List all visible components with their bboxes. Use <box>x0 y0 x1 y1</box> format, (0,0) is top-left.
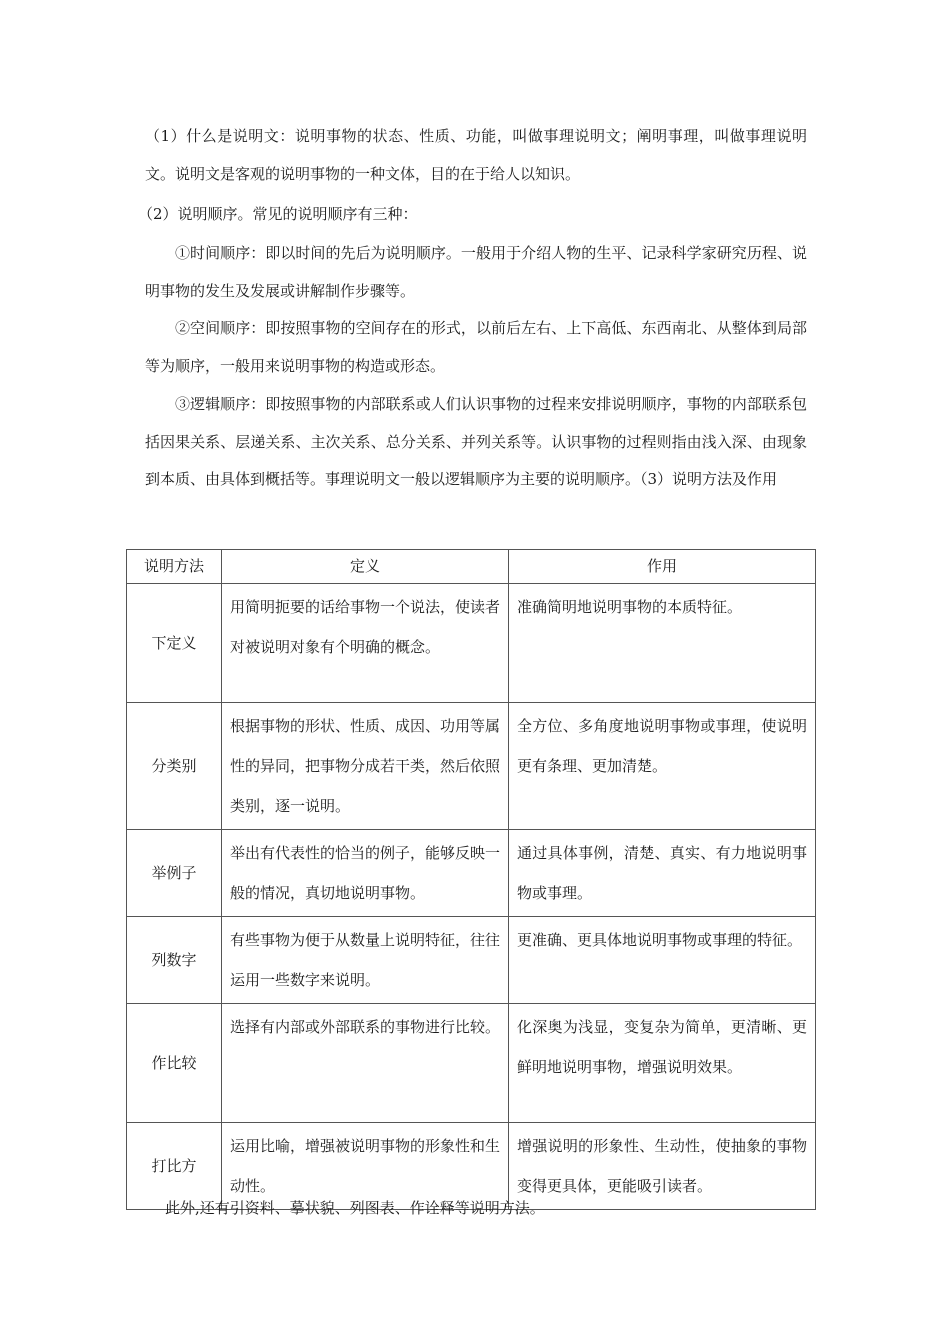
method-effect: 更准确、更具体地说明事物或事理的特征。 <box>509 917 816 1004</box>
method-name: 下定义 <box>127 584 222 703</box>
table-row <box>127 1004 816 1123</box>
method-effect: 准确简明地说明事物的本质特征。 <box>509 584 816 703</box>
header-definition: 定义 <box>222 550 509 584</box>
paragraph-space-order: ②空间顺序：即按照事物的空间存在的形式，以前后左右、上下高低、东西南北、从整体到局部等为顺序，一般用来说明事物的构造或形态。 <box>145 319 807 375</box>
method-definition: 有些事物为便于从数量上说明特征，往往运用一些数字来说明。 <box>222 917 509 1004</box>
paragraph-other-methods: 此外,还有引资料、摹状貌、列图表、作诠释等说明方法。 <box>165 1199 545 1217</box>
method-name: 打比方 <box>127 1123 222 1210</box>
header-method: 说明方法 <box>127 550 222 584</box>
method-name: 举例子 <box>127 830 222 917</box>
method-definition: 选择有内部或外部联系的事物进行比较。 <box>222 1004 509 1123</box>
paragraph-definition: （1）什么是说明文：说明事物的状态、性质、功能，叫做事理说明文；阐明事理，叫做事理说明文。说明文是客观的说明事物的一种文体，目的在于给人以知识。 <box>145 127 807 183</box>
table-row <box>127 703 816 830</box>
method-name: 分类别 <box>127 703 222 830</box>
paragraph-order-intro: （2）说明顺序。常见的说明顺序有三种： <box>138 205 418 223</box>
methods-table <box>126 549 816 1210</box>
paragraph-time-order: ①时间顺序：即以时间的先后为说明顺序。一般用于介绍人物的生平、记录科学家研究历程、说明事物的发生及发展或讲解制作步骤等。 <box>145 244 807 300</box>
method-definition: 举出有代表性的恰当的例子，能够反映一般的情况，真切地说明事物。 <box>222 830 509 917</box>
method-effect: 增强说明的形象性、生动性，使抽象的事物变得更具体，更能吸引读者。 <box>509 1123 816 1210</box>
table-header-row <box>127 550 816 584</box>
table-row <box>127 830 816 917</box>
header-effect: 作用 <box>509 550 816 584</box>
method-definition: 用简明扼要的话给事物一个说法，使读者对被说明对象有个明确的概念。 <box>222 584 509 703</box>
method-name: 列数字 <box>127 917 222 1004</box>
table-row <box>127 584 816 703</box>
table-row <box>127 917 816 1004</box>
method-definition: 根据事物的形状、性质、成因、功用等属性的异同，把事物分成若干类，然后依照类别，逐一说明。 <box>222 703 509 830</box>
method-effect: 通过具体事例，清楚、真实、有力地说明事物或事理。 <box>509 830 816 917</box>
method-effect: 化深奥为浅显，变复杂为简单，更清晰、更鲜明地说明事物，增强说明效果。 <box>509 1004 816 1123</box>
method-definition: 运用比喻，增强被说明事物的形象性和生动性。 <box>222 1123 509 1210</box>
paragraph-logic-order: ③逻辑顺序：即按照事物的内部联系或人们认识事物的过程来安排说明顺序，事物的内部联系包括因果关系、层递关系、主次关系、总分关系、并列关系等。认识事物的过程则指由浅入深、由现象到本质、由具体到概括等。事理说明文一般以逻辑顺序为主要的说明顺序。（3）说明方法及作用 <box>145 395 807 488</box>
method-name: 作比较 <box>127 1004 222 1123</box>
method-effect: 全方位、多角度地说明事物或事理，使说明更有条理、更加清楚。 <box>509 703 816 830</box>
